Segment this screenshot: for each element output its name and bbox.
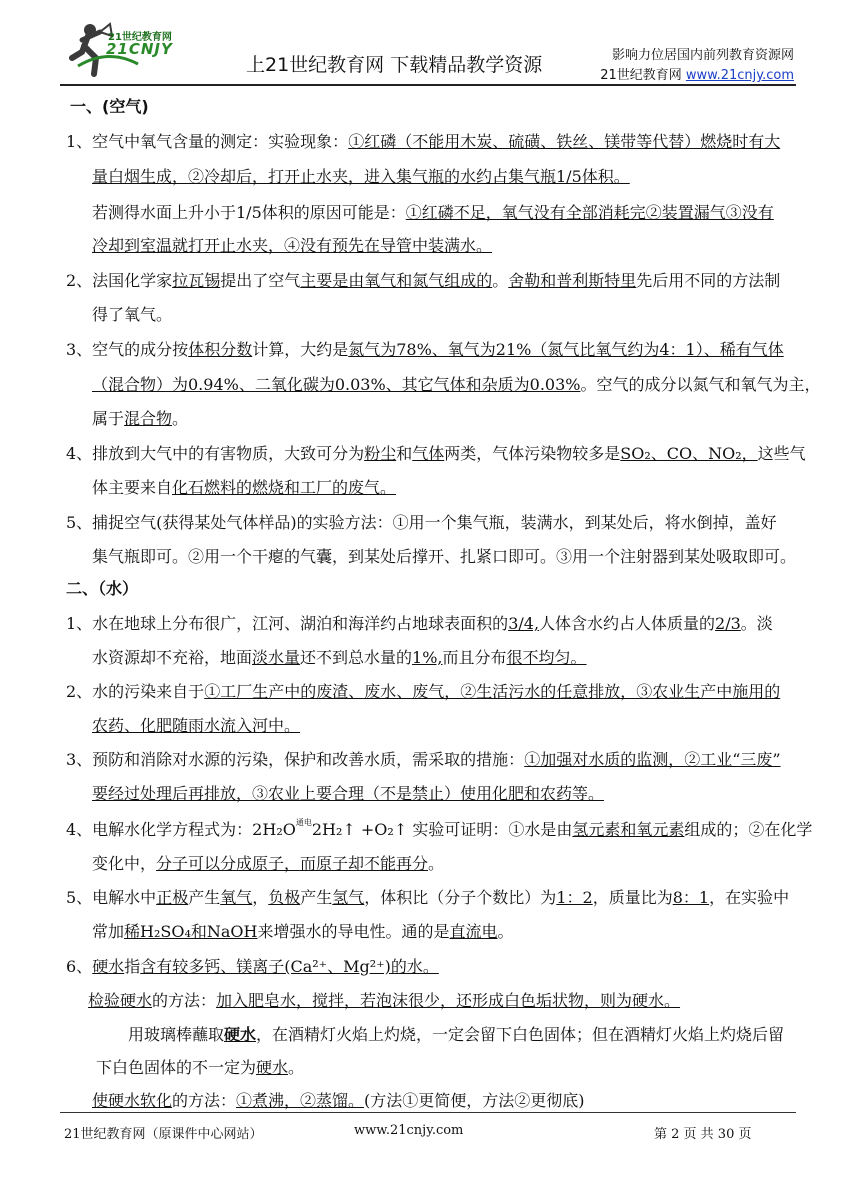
underlined-text: 主要是由氧气和氮气组成的 [300, 271, 493, 290]
underlined-text: 混合物 [124, 409, 173, 428]
text: 1、空气中氧气含量的测定：实验现象： [66, 132, 349, 151]
underlined-text: 分子可以分成原子，而原子却不能再分 [156, 854, 429, 873]
text: 2、水的污染来自于 [66, 682, 205, 701]
logo-text-top: 21世纪教育网 [108, 32, 172, 43]
text: 4、排放到大气中的有害物质，大致可分为 [66, 444, 365, 463]
underlined-text: 氢气 [332, 888, 365, 907]
text: 1、水在地球上分布很广，江河、湖泊和海洋约占地球表面积的 [66, 614, 509, 633]
underlined-text: 氮气为78%、氧气为21%（氮气比氧气约为4：1）、稀有气体 [348, 340, 784, 359]
underlined-text: 化石燃料的燃烧和工厂的废气。 [172, 478, 397, 497]
text: 。 [172, 409, 189, 428]
text: 常加 [92, 922, 125, 941]
text: 计算，大约是 [252, 340, 349, 359]
water-item-1-line-1 [66, 611, 773, 634]
water-item-5-line-1 [66, 885, 789, 908]
text: 。 [288, 1058, 305, 1077]
text: 用玻璃棒蘸取 [128, 1025, 225, 1044]
text: 指 [124, 957, 141, 976]
underlined-text: 使硬水软化 [92, 1091, 173, 1110]
underlined-text: 检验硬水 [88, 991, 153, 1010]
water-item-3-line-2 [92, 781, 604, 804]
equation-condition: 通电 [295, 818, 312, 827]
air-item-3-line-1 [66, 337, 784, 360]
water-item-1-line-2 [92, 645, 587, 668]
underlined-text: 1：2 [556, 888, 593, 907]
text: 两类，气体污染物较多是 [444, 444, 621, 463]
text: 组成的；②在化学 [684, 820, 813, 839]
air-item-3-line-3 [92, 406, 188, 429]
text: 4、电解水化学方程式为：2H₂O [66, 820, 296, 839]
header-divider [60, 84, 796, 86]
underlined-text: 要经过处理后再排放，③农业上要合理（不是禁止）使用化肥和农药等。 [92, 784, 605, 803]
underlined-text: 氢元素和氧元素 [572, 820, 685, 839]
section-air-title: 一、(空气) [70, 97, 149, 116]
water-item-6-line-5 [92, 1088, 585, 1111]
text: 。空气的成分以氮气和氧气为主， [580, 375, 821, 394]
text: (方法①更简便，方法②更彻底) [364, 1091, 585, 1110]
page-number: 第 2 页 共 30 页 [654, 1127, 752, 1142]
text: 变化中， [92, 854, 157, 873]
header-tagline: 影响力位居国内前列教育资源网 [611, 48, 794, 63]
underlined-text: 负极 [268, 888, 301, 907]
underlined-text: 农药、化肥随雨水流入河中。 [92, 716, 301, 735]
text: 的方法： [172, 1091, 237, 1110]
underlined-text: 舍勒和普利斯特里 [508, 271, 637, 290]
text: 人体含水约占人体质量的 [539, 614, 716, 633]
text: 产生 [300, 888, 333, 907]
underlined-text: ①红磷不足，氧气没有全部消耗完②装置漏气③没有 [405, 203, 774, 222]
air-item-1-line-1 [66, 129, 780, 152]
footer-divider [60, 1112, 796, 1113]
header-title: 上21世纪教育网 下载精品教学资源 [246, 54, 543, 76]
text: 水资源却不充裕，地面 [92, 648, 253, 667]
underlined-text: 冷却到室温就打开止水夹，④没有预先在导管中装满水。 [92, 236, 493, 255]
logo-text-bottom: 21CNJY [106, 40, 173, 58]
underlined-text: 正极 [156, 888, 189, 907]
text: 这些气 [757, 444, 806, 463]
underlined-text: SO₂、CO、NO₂， [620, 444, 758, 463]
text: 属于 [92, 409, 125, 428]
footer-site-name: 21世纪教育网（原课件中心网站） [64, 1127, 263, 1142]
text: 的方法： [152, 991, 217, 1010]
site-logo [68, 18, 188, 86]
underlined-text: 8：1 [672, 888, 710, 907]
footer-site-link[interactable]: www.21cnjy.com [354, 1123, 464, 1138]
water-item-6-line-4 [96, 1055, 304, 1078]
air-item-1-line-2 [92, 164, 630, 187]
underlined-text: 硬水 [92, 957, 125, 976]
underlined-text: 量白烟生成，②冷却后，打开止水夹，进入集气瓶的水约占集气瓶1/5体积。 [92, 167, 630, 186]
water-item-4-line-1 [66, 817, 812, 840]
text: 若测得水面上升小于1/5体积的原因可能是： [92, 203, 406, 222]
water-item-2-line-1 [66, 679, 780, 702]
text: 2H₂↑ +O₂↑ 实验可证明：①水是由 [311, 820, 573, 839]
text: 下白色固体的不一定为 [96, 1058, 257, 1077]
text: 。 [428, 854, 445, 873]
underlined-text: ①加强对水质的监测，②工业“三废” [524, 750, 781, 769]
underlined-text: 2/3 [715, 614, 741, 633]
underlined-text: 含有较多钙、镁离子(Ca²⁺、Mg²⁺)的水。 [140, 957, 439, 976]
air-item-4-line-2 [92, 475, 396, 498]
air-item-4-line-1 [66, 441, 806, 464]
underlined-text: ①红磷（不能用木炭、硫磺、铁丝、镁带等代替）燃烧时有大 [348, 132, 781, 151]
air-item-5-line-2: 集气瓶即可。②用一个干瘪的气囊，到某处后撑开、扎紧口即可。③用一个注射器到某处吸取即可。 [92, 547, 797, 566]
underlined-text: ①煮沸，②蒸馏。 [236, 1091, 365, 1110]
text: 和 [396, 444, 413, 463]
underlined-text: （混合物）为0.94%、二氧化碳为0.03%、其它气体和杂质为0.03% [92, 375, 581, 394]
underlined-text: 3/4, [508, 614, 540, 633]
text: 产生 [188, 888, 221, 907]
text: 体主要来自 [92, 478, 173, 497]
text: 还不到总水量的 [300, 648, 413, 667]
underlined-text: 硬水 [256, 1058, 289, 1077]
air-item-5-line-1: 5、捕捉空气(获得某处气体样品)的实验方法：①用一个集气瓶，装满水，到某处后，将水倒掉，盖好 [66, 513, 777, 532]
underlined-text: 体积分数 [188, 340, 253, 359]
underlined-text: 气体 [412, 444, 445, 463]
underlined-text: 氧气 [220, 888, 253, 907]
text: 。 [492, 271, 509, 290]
underlined-text: 1%, [412, 648, 443, 667]
text: 3、预防和消除对水源的污染，保护和改善水质，需采取的措施： [66, 750, 525, 769]
underlined-text: ①工厂生产中的废渣、废水、废气，②生活污水的任意排放，③农业生产中施用的 [204, 682, 781, 701]
air-item-1-line-3 [92, 200, 774, 223]
underlined-text: 加入肥皂水，搅拌，若泡沫很少，还形成白色垢状物，则为硬水。 [216, 991, 681, 1010]
underlined-text: 粉尘 [364, 444, 397, 463]
page-header [60, 14, 800, 84]
air-item-1-line-4 [92, 233, 492, 256]
water-item-6-line-3 [128, 1022, 784, 1045]
text: 提出了空气 [220, 271, 301, 290]
water-item-3-line-1 [66, 747, 781, 770]
header-site-name: 21世纪教育网 [600, 68, 686, 83]
text: 先后用不同的方法制 [636, 271, 781, 290]
air-item-2-line-1 [66, 268, 780, 291]
text: 来增强水的导电性。通的是 [257, 922, 450, 941]
underlined-text: 拉瓦锡 [172, 271, 221, 290]
header-site-line [600, 64, 794, 83]
header-site-link[interactable]: www.21cnjy.com [685, 68, 794, 83]
water-item-6-line-1 [66, 954, 439, 977]
text: ，在酒精灯火焰上灼烧，一定会留下白色固体；但在酒精灯火焰上灼烧后留 [256, 1025, 785, 1044]
section-water-title: 二、（水） [66, 579, 139, 598]
text: 6、 [66, 957, 93, 976]
text: ，在实验中 [709, 888, 790, 907]
air-item-3-line-2 [92, 372, 821, 395]
underlined-text: 很不均匀。 [506, 648, 587, 667]
text: 。淡 [740, 614, 773, 633]
underlined-text: 硬水 [224, 1025, 257, 1044]
text: 。 [497, 922, 514, 941]
water-item-5-line-2 [92, 919, 514, 942]
underlined-text: 淡水量 [252, 648, 301, 667]
air-item-2-line-2: 得了氧气。 [92, 305, 173, 324]
water-item-2-line-2 [92, 713, 300, 736]
water-item-6-line-2 [88, 988, 680, 1011]
text: 2、法国化学家 [66, 271, 173, 290]
water-item-4-line-2 [92, 851, 444, 874]
text: 而且分布 [442, 648, 507, 667]
text: ， [252, 888, 269, 907]
text: ，体积比（分子个数比）为 [364, 888, 557, 907]
text: ，质量比为 [592, 888, 673, 907]
underlined-text: 稀H₂SO₄和NaOH [124, 922, 258, 941]
text: 5、电解水中 [66, 888, 157, 907]
underlined-text: 直流电 [449, 922, 498, 941]
text: 3、空气的成分按 [66, 340, 189, 359]
